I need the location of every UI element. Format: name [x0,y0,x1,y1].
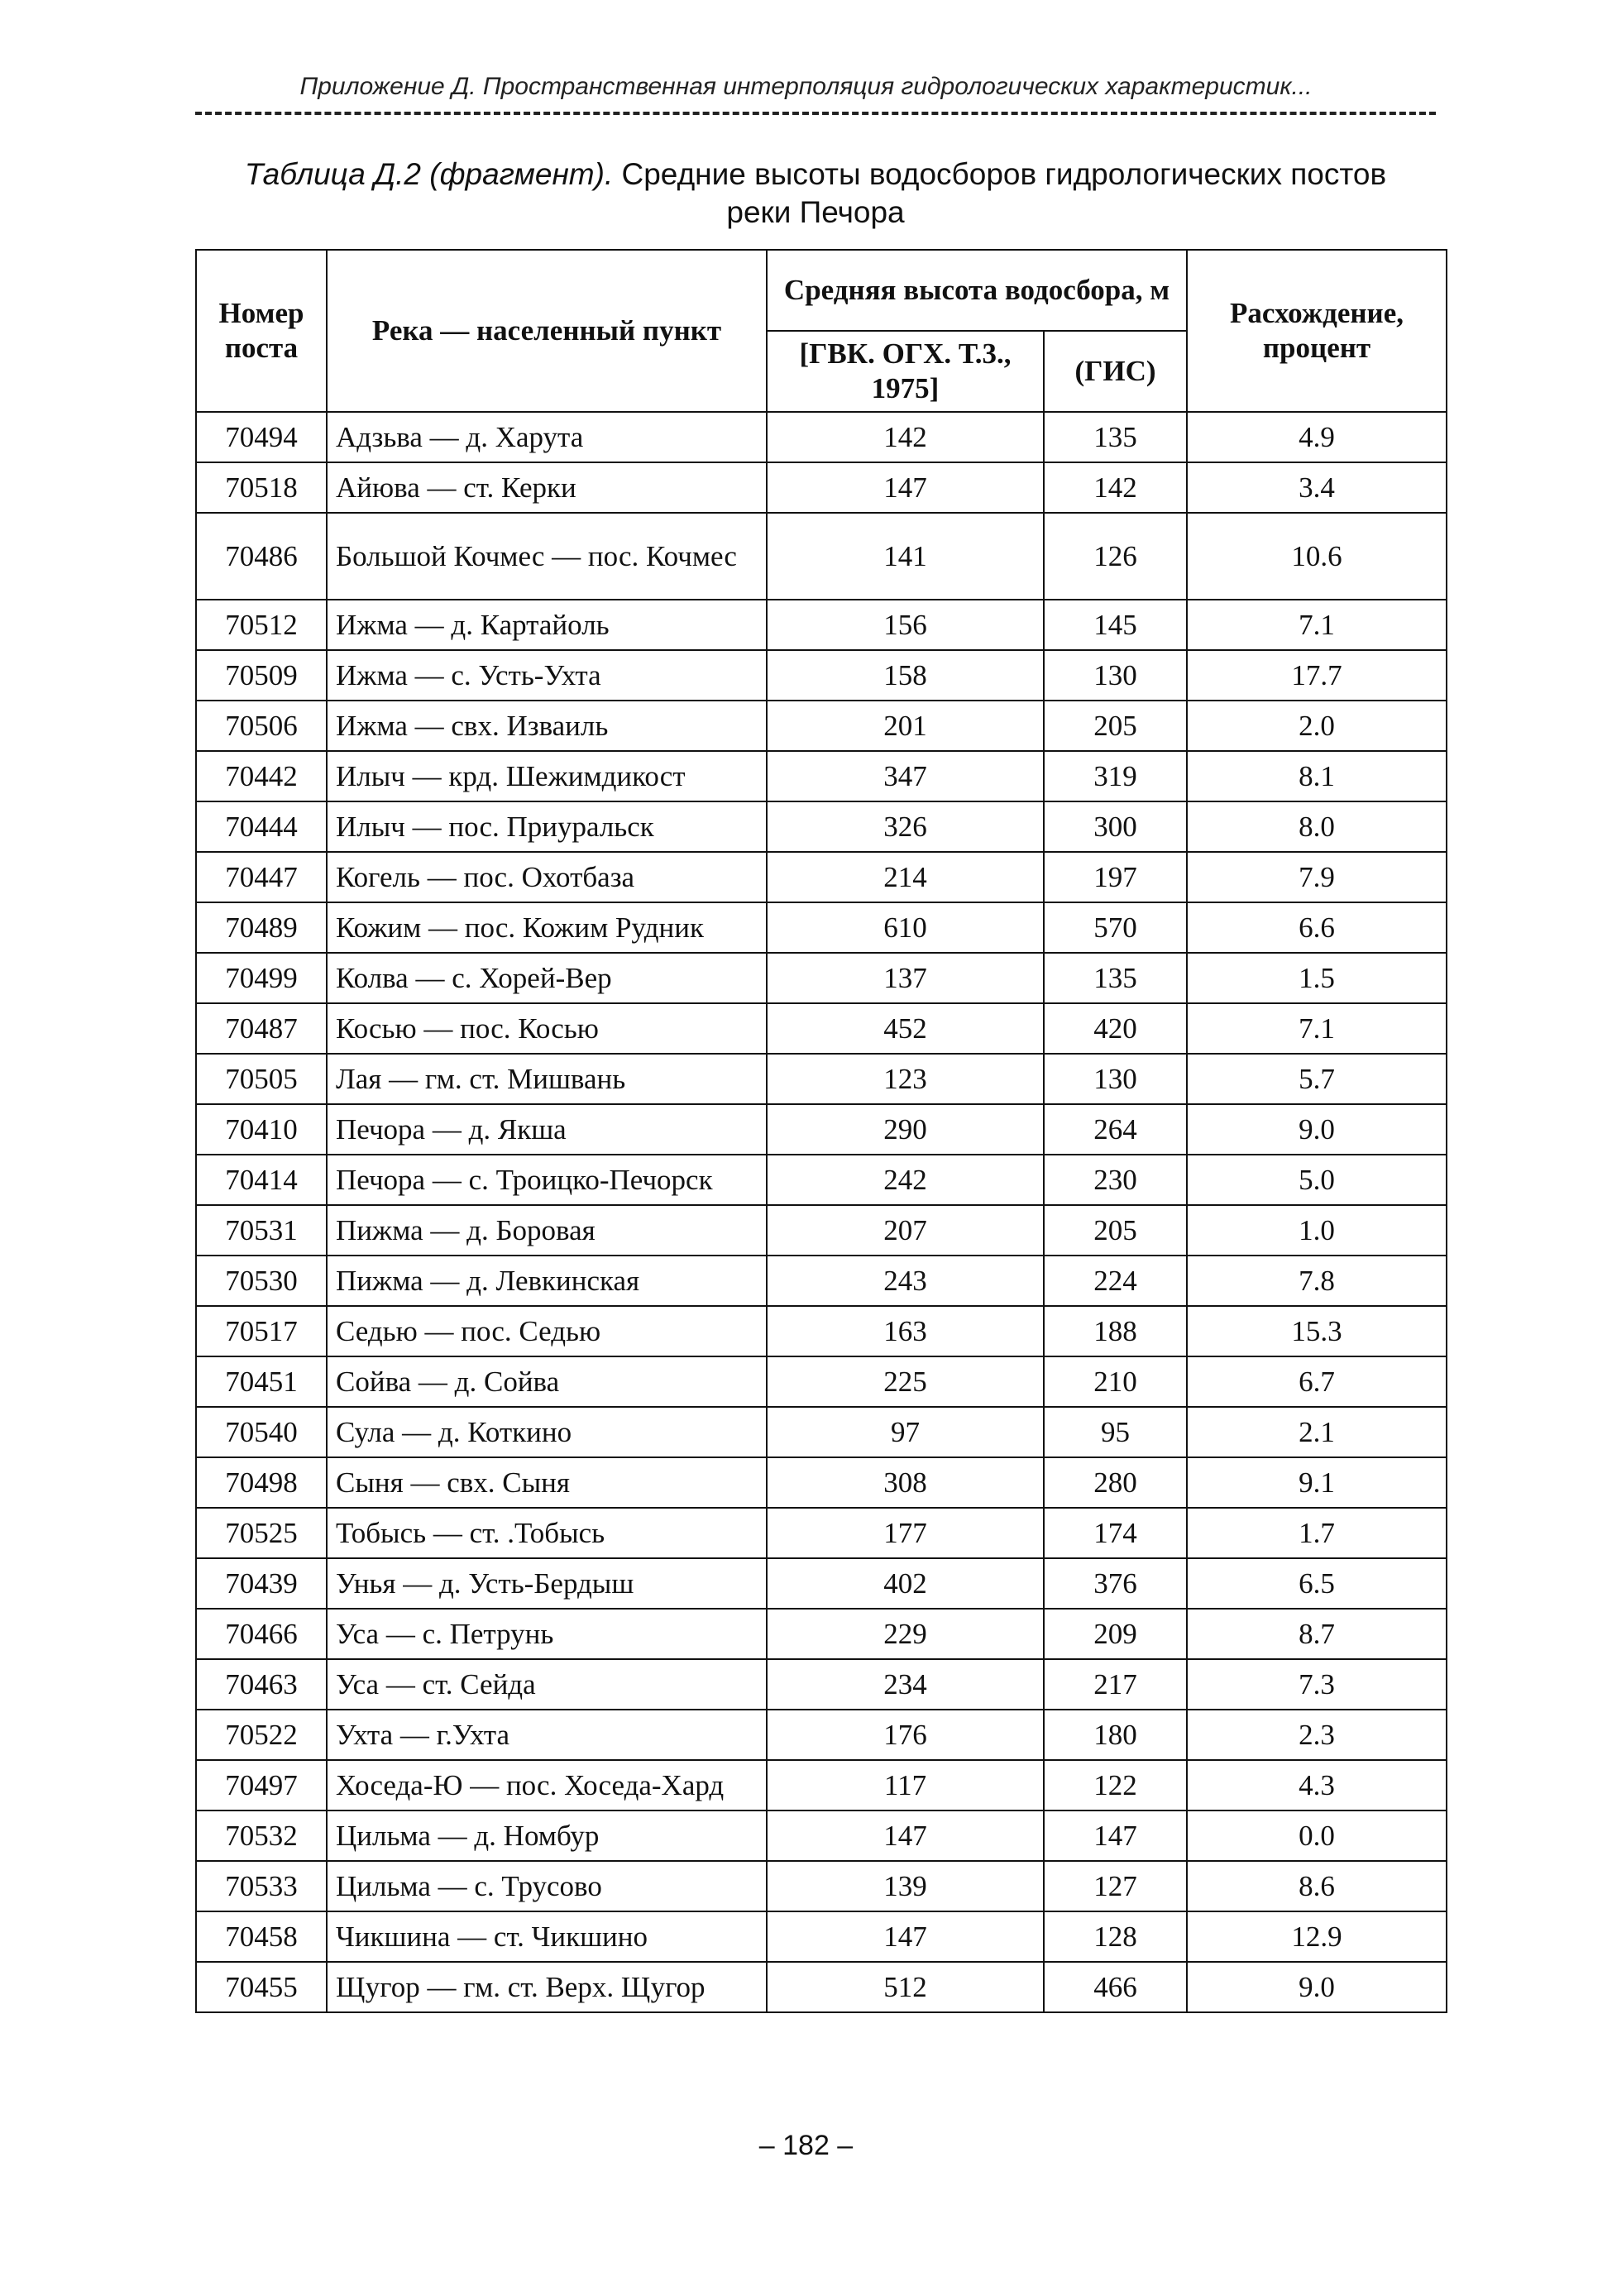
cell-gis: 224 [1044,1256,1187,1306]
col-header-ref [767,331,1044,412]
cell-post: 70489 [196,902,327,953]
cell-diff: 9.0 [1187,1962,1447,2012]
cell-gis: 197 [1044,852,1187,902]
table-row [196,1256,1447,1306]
cell-post: 70533 [196,1861,327,1911]
cell-gis: 466 [1044,1962,1187,2012]
cell-ref: 242 [767,1155,1044,1205]
cell-river: Илыч — крд. Шежимдикост [327,751,767,801]
cell-river: Сула — д. Коткино [327,1407,767,1457]
table-row [196,600,1447,650]
col-header-ref-line1: [ГВК. ОГХ. Т.3., [799,337,1012,370]
cell-ref: 229 [767,1609,1044,1659]
cell-gis: 174 [1044,1508,1187,1558]
cell-gis: 230 [1044,1155,1187,1205]
cell-ref: 452 [767,1003,1044,1054]
cell-diff: 5.7 [1187,1054,1447,1104]
cell-post: 70458 [196,1911,327,1962]
cell-ref: 156 [767,600,1044,650]
cell-post: 70530 [196,1256,327,1306]
table-row [196,801,1447,852]
cell-post: 70518 [196,462,327,513]
cell-ref: 137 [767,953,1044,1003]
cell-diff: 8.6 [1187,1861,1447,1911]
cell-river: Колва — с. Хорей-Вер [327,953,767,1003]
cell-post: 70505 [196,1054,327,1104]
cell-river: Кожим — пос. Кожим Рудник [327,902,767,953]
cell-river: Седью — пос. Седью [327,1306,767,1356]
cell-river: Хоседа-Ю — пос. Хоседа-Хард [327,1760,767,1810]
cell-diff: 17.7 [1187,650,1447,701]
cell-ref: 225 [767,1356,1044,1407]
cell-post: 70509 [196,650,327,701]
cell-diff: 5.0 [1187,1155,1447,1205]
col-header-diff: Расхождение, процент [1187,250,1447,412]
cell-ref: 402 [767,1558,1044,1609]
cell-gis: 205 [1044,701,1187,751]
cell-diff: 8.0 [1187,801,1447,852]
cell-diff: 9.1 [1187,1457,1447,1508]
cell-river: Уса — ст. Сейда [327,1659,767,1710]
page-number: – 182 – [758,2130,854,2161]
cell-post: 70463 [196,1659,327,1710]
cell-ref: 207 [767,1205,1044,1256]
cell-post: 70532 [196,1810,327,1861]
cell-river: Адзьва — д. Харута [327,412,767,462]
cell-river: Цильма — с. Трусово [327,1861,767,1911]
table-row [196,953,1447,1003]
col-header-ref-line2: 1975] [871,372,940,404]
cell-post: 70410 [196,1104,327,1155]
caption-label: Таблица Д.2 (фрагмент). [244,157,614,191]
cell-gis: 135 [1044,412,1187,462]
cell-diff: 12.9 [1187,1911,1447,1962]
cell-post: 70439 [196,1558,327,1609]
cell-ref: 117 [767,1760,1044,1810]
table-row [196,1710,1447,1760]
cell-diff: 6.6 [1187,902,1447,953]
cell-gis: 180 [1044,1710,1187,1760]
cell-river: Сыня — свх. Сыня [327,1457,767,1508]
cell-ref: 158 [767,650,1044,701]
table-row [196,1356,1447,1407]
cell-gis: 147 [1044,1810,1187,1861]
table-row [196,751,1447,801]
cell-river: Щугор — гм. ст. Верх. Щугор [327,1962,767,2012]
cell-gis: 130 [1044,1054,1187,1104]
cell-ref: 610 [767,902,1044,953]
cell-gis: 376 [1044,1558,1187,1609]
cell-ref: 176 [767,1710,1044,1760]
cell-diff: 1.5 [1187,953,1447,1003]
cell-diff: 2.0 [1187,701,1447,751]
table-row [196,1558,1447,1609]
table-row [196,1155,1447,1205]
cell-ref: 347 [767,751,1044,801]
cell-river: Печора — с. Троицко-Печорск [327,1155,767,1205]
cell-post: 70447 [196,852,327,902]
cell-gis: 210 [1044,1356,1187,1407]
cell-diff: 2.1 [1187,1407,1447,1457]
cell-river: Ухта — г.Ухта [327,1710,767,1760]
cell-post: 70498 [196,1457,327,1508]
cell-river: Сойва — д. Сойва [327,1356,767,1407]
cell-diff: 2.3 [1187,1710,1447,1760]
data-table [195,249,1447,2013]
table-row [196,1962,1447,2012]
table-row [196,1054,1447,1104]
table-row [196,1104,1447,1155]
cell-ref: 201 [767,701,1044,751]
cell-ref: 234 [767,1659,1044,1710]
cell-ref: 141 [767,513,1044,600]
cell-diff: 9.0 [1187,1104,1447,1155]
cell-post: 70525 [196,1508,327,1558]
cell-diff: 0.0 [1187,1810,1447,1861]
table-row [196,1306,1447,1356]
table-row [196,1508,1447,1558]
cell-post: 70517 [196,1306,327,1356]
cell-post: 70444 [196,801,327,852]
cell-diff: 1.0 [1187,1205,1447,1256]
cell-gis: 128 [1044,1911,1187,1962]
cell-diff: 8.1 [1187,751,1447,801]
cell-river: Тобысь — ст. .Тобысь [327,1508,767,1558]
cell-river: Косью — пос. Косью [327,1003,767,1054]
cell-ref: 139 [767,1861,1044,1911]
cell-diff: 7.1 [1187,600,1447,650]
cell-diff: 6.5 [1187,1558,1447,1609]
table-row [196,1810,1447,1861]
cell-post: 70531 [196,1205,327,1256]
cell-diff: 15.3 [1187,1306,1447,1356]
cell-gis: 122 [1044,1760,1187,1810]
cell-diff: 4.9 [1187,412,1447,462]
cell-gis: 188 [1044,1306,1187,1356]
col-header-height-group: Средняя высота водосбора, м [767,250,1187,331]
cell-diff: 8.7 [1187,1609,1447,1659]
table-caption [195,155,1436,232]
cell-diff: 7.1 [1187,1003,1447,1054]
cell-ref: 142 [767,412,1044,462]
cell-ref: 243 [767,1256,1044,1306]
cell-post: 70522 [196,1710,327,1760]
cell-gis: 126 [1044,513,1187,600]
table-row [196,902,1447,953]
cell-post: 70540 [196,1407,327,1457]
table-row [196,701,1447,751]
cell-gis: 264 [1044,1104,1187,1155]
table-row [196,1205,1447,1256]
cell-ref: 147 [767,462,1044,513]
cell-river: Когель — пос. Охотбаза [327,852,767,902]
cell-post: 70499 [196,953,327,1003]
cell-post: 70497 [196,1760,327,1810]
cell-post: 70494 [196,412,327,462]
caption-text-line2: реки Печора [726,195,905,229]
cell-gis: 319 [1044,751,1187,801]
cell-river: Чикшина — ст. Чикшино [327,1911,767,1962]
cell-diff: 10.6 [1187,513,1447,600]
cell-ref: 97 [767,1407,1044,1457]
cell-river: Печора — д. Якша [327,1104,767,1155]
cell-post: 70451 [196,1356,327,1407]
cell-river: Уса — с. Петрунь [327,1609,767,1659]
cell-gis: 127 [1044,1861,1187,1911]
cell-post: 70506 [196,701,327,751]
cell-gis: 95 [1044,1407,1187,1457]
cell-diff: 6.7 [1187,1356,1447,1407]
cell-diff: 4.3 [1187,1760,1447,1810]
cell-gis: 280 [1044,1457,1187,1508]
table-row [196,1861,1447,1911]
table-row [196,1003,1447,1054]
cell-diff: 3.4 [1187,462,1447,513]
col-header-river: Река — населенный пункт [327,250,767,412]
cell-gis: 142 [1044,462,1187,513]
cell-ref: 163 [767,1306,1044,1356]
cell-ref: 147 [767,1810,1044,1861]
cell-post: 70486 [196,513,327,600]
cell-gis: 209 [1044,1609,1187,1659]
cell-river: Большой Кочмес — пос. Кочмес [327,513,767,600]
cell-diff: 7.3 [1187,1659,1447,1710]
cell-ref: 290 [767,1104,1044,1155]
cell-river: Ижма — д. Картайоль [327,600,767,650]
cell-ref: 512 [767,1962,1044,2012]
caption-text-line1: Средние высоты водосборов гидрологических постов [613,157,1387,191]
cell-gis: 300 [1044,801,1187,852]
cell-post: 70414 [196,1155,327,1205]
col-header-gis: (ГИС) [1044,331,1187,412]
table-row [196,462,1447,513]
cell-post: 70487 [196,1003,327,1054]
cell-post: 70455 [196,1962,327,2012]
cell-gis: 145 [1044,600,1187,650]
cell-river: Унья — д. Усть-Бердыш [327,1558,767,1609]
table-row [196,1659,1447,1710]
cell-post: 70512 [196,600,327,650]
cell-river: Ижма — свх. Изваиль [327,701,767,751]
cell-diff: 7.8 [1187,1256,1447,1306]
cell-gis: 217 [1044,1659,1187,1710]
table-row [196,1911,1447,1962]
cell-diff: 7.9 [1187,852,1447,902]
table-row [196,1407,1447,1457]
cell-river: Лая — гм. ст. Мишвань [327,1054,767,1104]
cell-gis: 205 [1044,1205,1187,1256]
running-header: Приложение Д. Пространственная интерполяция гидрологических характеристик... [299,73,1313,100]
cell-ref: 123 [767,1054,1044,1104]
cell-gis: 135 [1044,953,1187,1003]
cell-river: Пижма — д. Боровая [327,1205,767,1256]
col-header-post: Номер поста [196,250,327,412]
cell-river: Цильма — д. Номбур [327,1810,767,1861]
cell-river: Илыч — пос. Приуральск [327,801,767,852]
table-row [196,650,1447,701]
cell-gis: 570 [1044,902,1187,953]
cell-gis: 130 [1044,650,1187,701]
cell-ref: 177 [767,1508,1044,1558]
cell-gis: 420 [1044,1003,1187,1054]
table-body [196,412,1447,2012]
cell-ref: 308 [767,1457,1044,1508]
table-row [196,513,1447,600]
table-row [196,1760,1447,1810]
table-row [196,1609,1447,1659]
table-row [196,1457,1447,1508]
cell-river: Пижма — д. Левкинская [327,1256,767,1306]
table-row [196,852,1447,902]
table-row [196,412,1447,462]
cell-post: 70466 [196,1609,327,1659]
cell-ref: 214 [767,852,1044,902]
cell-river: Айюва — ст. Керки [327,462,767,513]
cell-ref: 326 [767,801,1044,852]
cell-ref: 147 [767,1911,1044,1962]
cell-diff: 1.7 [1187,1508,1447,1558]
header-rule [195,112,1436,115]
cell-post: 70442 [196,751,327,801]
cell-river: Ижма — с. Усть-Ухта [327,650,767,701]
